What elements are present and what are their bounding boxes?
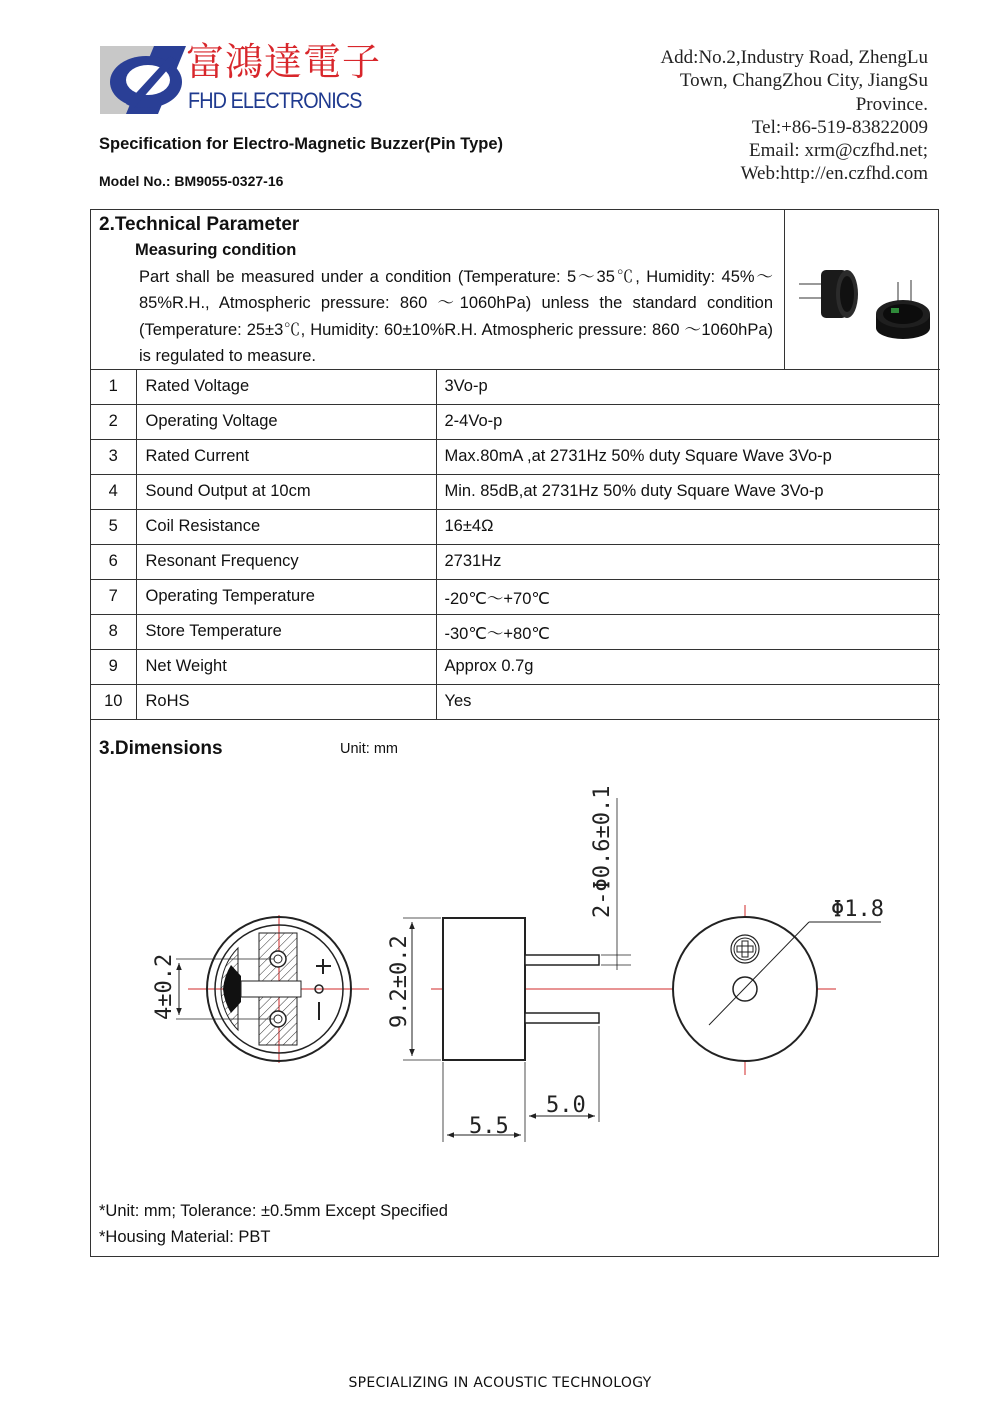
parameter-value: 16±4Ω <box>436 509 940 544</box>
parameter-name: Sound Output at 10cm <box>136 474 436 509</box>
parameter-name: RoHS <box>136 684 436 719</box>
top-view <box>656 897 884 1075</box>
table-row <box>91 579 940 614</box>
address-line: Add:No.2,Industry Road, ZhengLu <box>660 47 928 68</box>
footer-tagline: SPECIALIZING IN ACOUSTIC TECHNOLOGY <box>348 1375 652 1391</box>
notes <box>99 1198 448 1250</box>
address-line: Town, ChangZhou City, JiangSu <box>679 70 928 92</box>
dimensions-heading: 3.Dimensions <box>99 738 223 759</box>
bottom-view <box>152 915 369 1063</box>
parameter-value: 2731Hz <box>436 544 940 579</box>
note-line: *Housing Material: PBT <box>99 1228 271 1246</box>
row-number: 4 <box>91 474 136 509</box>
parameter-name: Net Weight <box>136 649 436 684</box>
side-view <box>387 786 671 1142</box>
parameter-value: 3Vo-p <box>436 369 940 404</box>
table-row <box>91 474 940 509</box>
pin-spacing-dimension: 4±0.2 <box>152 953 177 1020</box>
table-row <box>91 509 940 544</box>
parameter-value: 2-4Vo-p <box>436 404 940 439</box>
row-number: 3 <box>91 439 136 474</box>
brand-chinese-name: 富鴻達電子 <box>186 40 382 84</box>
parameter-value: Yes <box>436 684 940 719</box>
row-number: 5 <box>91 509 136 544</box>
product-photo-cell <box>784 210 939 369</box>
height-dimension: 9.2±0.2 <box>387 935 412 1028</box>
pin-length-dimension: 5.0 <box>546 1093 586 1118</box>
row-number: 8 <box>91 614 136 649</box>
parameter-name: Resonant Frequency <box>136 544 436 579</box>
table-row <box>91 649 940 684</box>
hole-diameter-dimension: Φ1.8 <box>831 897 884 922</box>
address-line: Email: xrm@czfhd.net; <box>749 140 928 162</box>
spec-title: Specification for Electro-Magnetic Buzzer(Pin Type) <box>99 135 504 153</box>
table-row <box>91 614 940 649</box>
row-number: 2 <box>91 404 136 439</box>
parameter-name: Store Temperature <box>136 614 436 649</box>
parameter-name: Coil Resistance <box>136 509 436 544</box>
body-width-dimension: 5.5 <box>469 1114 509 1139</box>
spec-sheet-frame <box>90 209 939 1257</box>
parameter-value: -20℃～+70℃ <box>436 579 940 614</box>
parameter-name: Operating Temperature <box>136 579 436 614</box>
row-number: 1 <box>91 369 136 404</box>
note-line: *Unit: mm; Tolerance: ±0.5mm Except Specified <box>99 1202 448 1220</box>
table-row <box>91 404 940 439</box>
parameter-value: Max.80mA ,at 2731Hz 50% duty Square Wave 3Vo-p <box>436 439 940 474</box>
parameter-value: Approx 0.7g <box>436 649 940 684</box>
address-line: Web:http://en.czfhd.com <box>740 163 928 185</box>
row-number: 7 <box>91 579 136 614</box>
unit-label: Unit: mm <box>340 741 398 757</box>
measuring-condition-heading: Measuring condition <box>135 241 297 259</box>
company-address <box>608 46 928 186</box>
parameter-name: Rated Voltage <box>136 369 436 404</box>
pin-diameter-dimension: 2-Φ0.6±0.1 <box>590 785 615 918</box>
section-heading: 2.Technical Parameter <box>99 214 300 235</box>
buzzer-product-photo <box>785 210 940 369</box>
brand-english-name: FHD ELECTRONICS <box>188 88 362 113</box>
parameter-name: Rated Current <box>136 439 436 474</box>
parameter-value: -30℃～+80℃ <box>436 614 940 649</box>
parameter-value: Min. 85dB,at 2731Hz 50% duty Square Wave 3Vo-p <box>436 474 940 509</box>
address-line: Tel:+86-519-83822009 <box>751 116 928 138</box>
model-number: Model No.: BM9055-0327-16 <box>99 173 284 189</box>
measuring-condition-text: Part shall be measured under a condition (Temperature: 5～35℃, Humidity: 45%～85%R.H., Atmospheric pressure: 860 ～1060hPa) unless the standard condition (Temperature: 25±3℃, Humidity: 60±10%R.H. Atmospheric pressure: 860 ～1060hPa) is regulated to measure. <box>139 268 773 365</box>
row-number: 10 <box>91 684 136 719</box>
table-row <box>91 369 940 404</box>
parameter-table <box>91 369 940 720</box>
table-row <box>91 684 940 719</box>
row-number: 9 <box>91 649 136 684</box>
parameter-name: Operating Voltage <box>136 404 436 439</box>
row-number: 6 <box>91 544 136 579</box>
table-row <box>91 544 940 579</box>
technical-parameter-section <box>91 210 940 370</box>
dimension-drawing <box>91 770 940 1170</box>
address-line: Province. <box>855 93 928 115</box>
table-row <box>91 439 940 474</box>
